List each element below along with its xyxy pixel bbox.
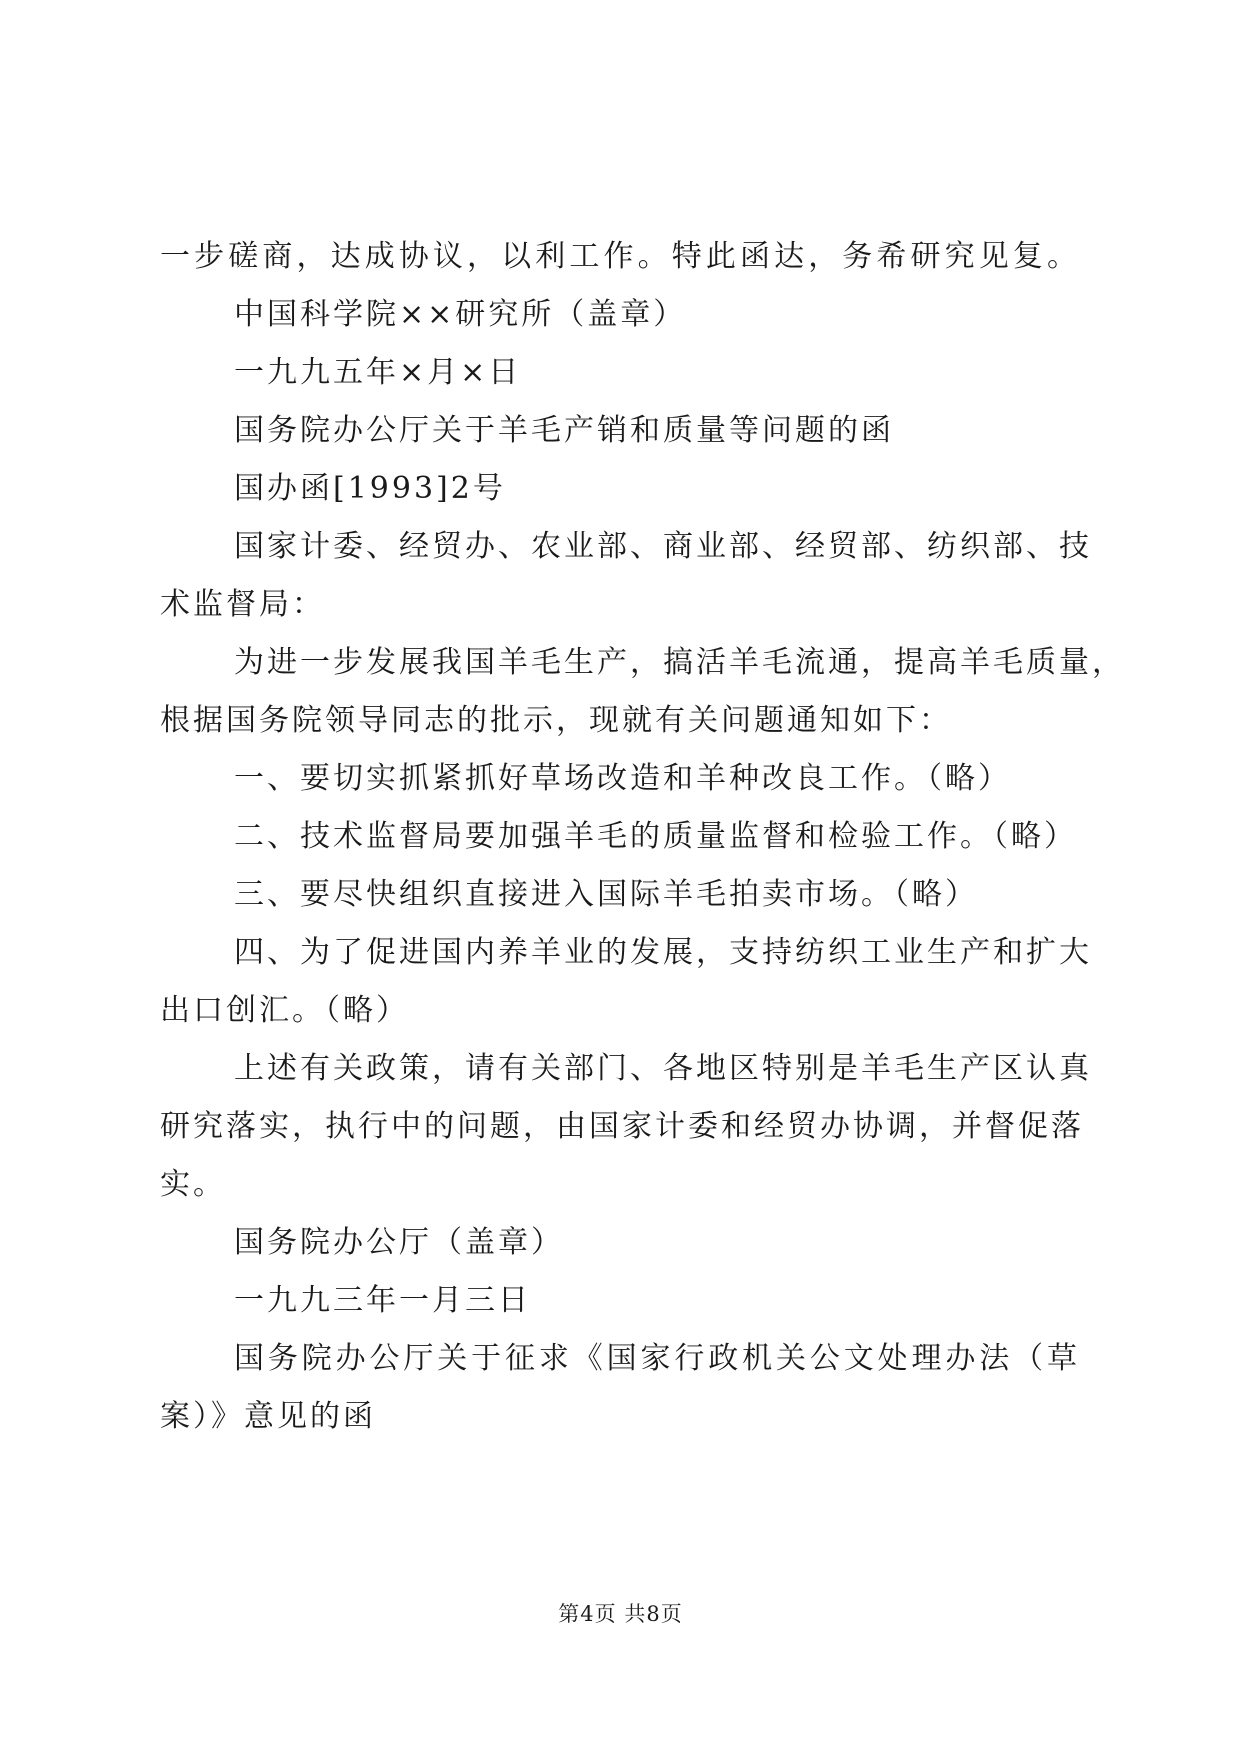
recipient-line: 术监督局：: [160, 587, 325, 622]
list-item: 二、技术监督局要加强羊毛的质量监督和检验工作。（略）: [234, 819, 1077, 854]
signature-line: 中国科学院××研究所（盖章）: [234, 297, 687, 332]
date-line: 一九九三年一月三日: [234, 1283, 531, 1318]
document-title: 国务院办公厅关于羊毛产销和质量等问题的函: [234, 413, 894, 448]
page-number: 第4页 共8页: [558, 1602, 683, 1626]
text-line: 上述有关政策，请有关部门、各地区特别是羊毛生产区认真: [234, 1051, 1092, 1086]
text-line: 一步磋商，达成协议，以利工作。特此函达，务希研究见复。: [160, 239, 1080, 274]
list-item: 三、要尽快组织直接进入国际羊毛拍卖市场。（略）: [234, 877, 978, 912]
text-line: 研究落实，执行中的问题，由国家计委和经贸办协调，并督促落: [160, 1109, 1084, 1144]
document-title: 国务院办公厅关于征求《国家行政机关公文处理办法（草: [234, 1341, 1080, 1376]
date-line: 一九九五年×月×日: [234, 355, 522, 390]
document-number: 国办函[1993]2号: [234, 471, 506, 506]
list-item: 四、为了促进国内养羊业的发展，支持纺织工业生产和扩大: [234, 935, 1092, 970]
document-title: 案）》意见的函: [160, 1399, 376, 1434]
text-line: 为进一步发展我国羊毛生产，搞活羊毛流通，提高羊毛质量，: [234, 645, 1125, 680]
text-line: 实。: [160, 1167, 226, 1202]
document-body: [160, 228, 1125, 1446]
text-line: 根据国务院领导同志的批示，现就有关问题通知如下：: [160, 703, 952, 738]
signature-line: 国务院办公厅（盖章）: [234, 1225, 564, 1260]
list-item: 一、要切实抓紧抓好草场改造和羊种改良工作。（略）: [234, 761, 1011, 796]
recipient-line: 国家计委、经贸办、农业部、商业部、经贸部、纺织部、技: [234, 529, 1092, 564]
list-item: 出口创汇。（略）: [160, 993, 409, 1028]
